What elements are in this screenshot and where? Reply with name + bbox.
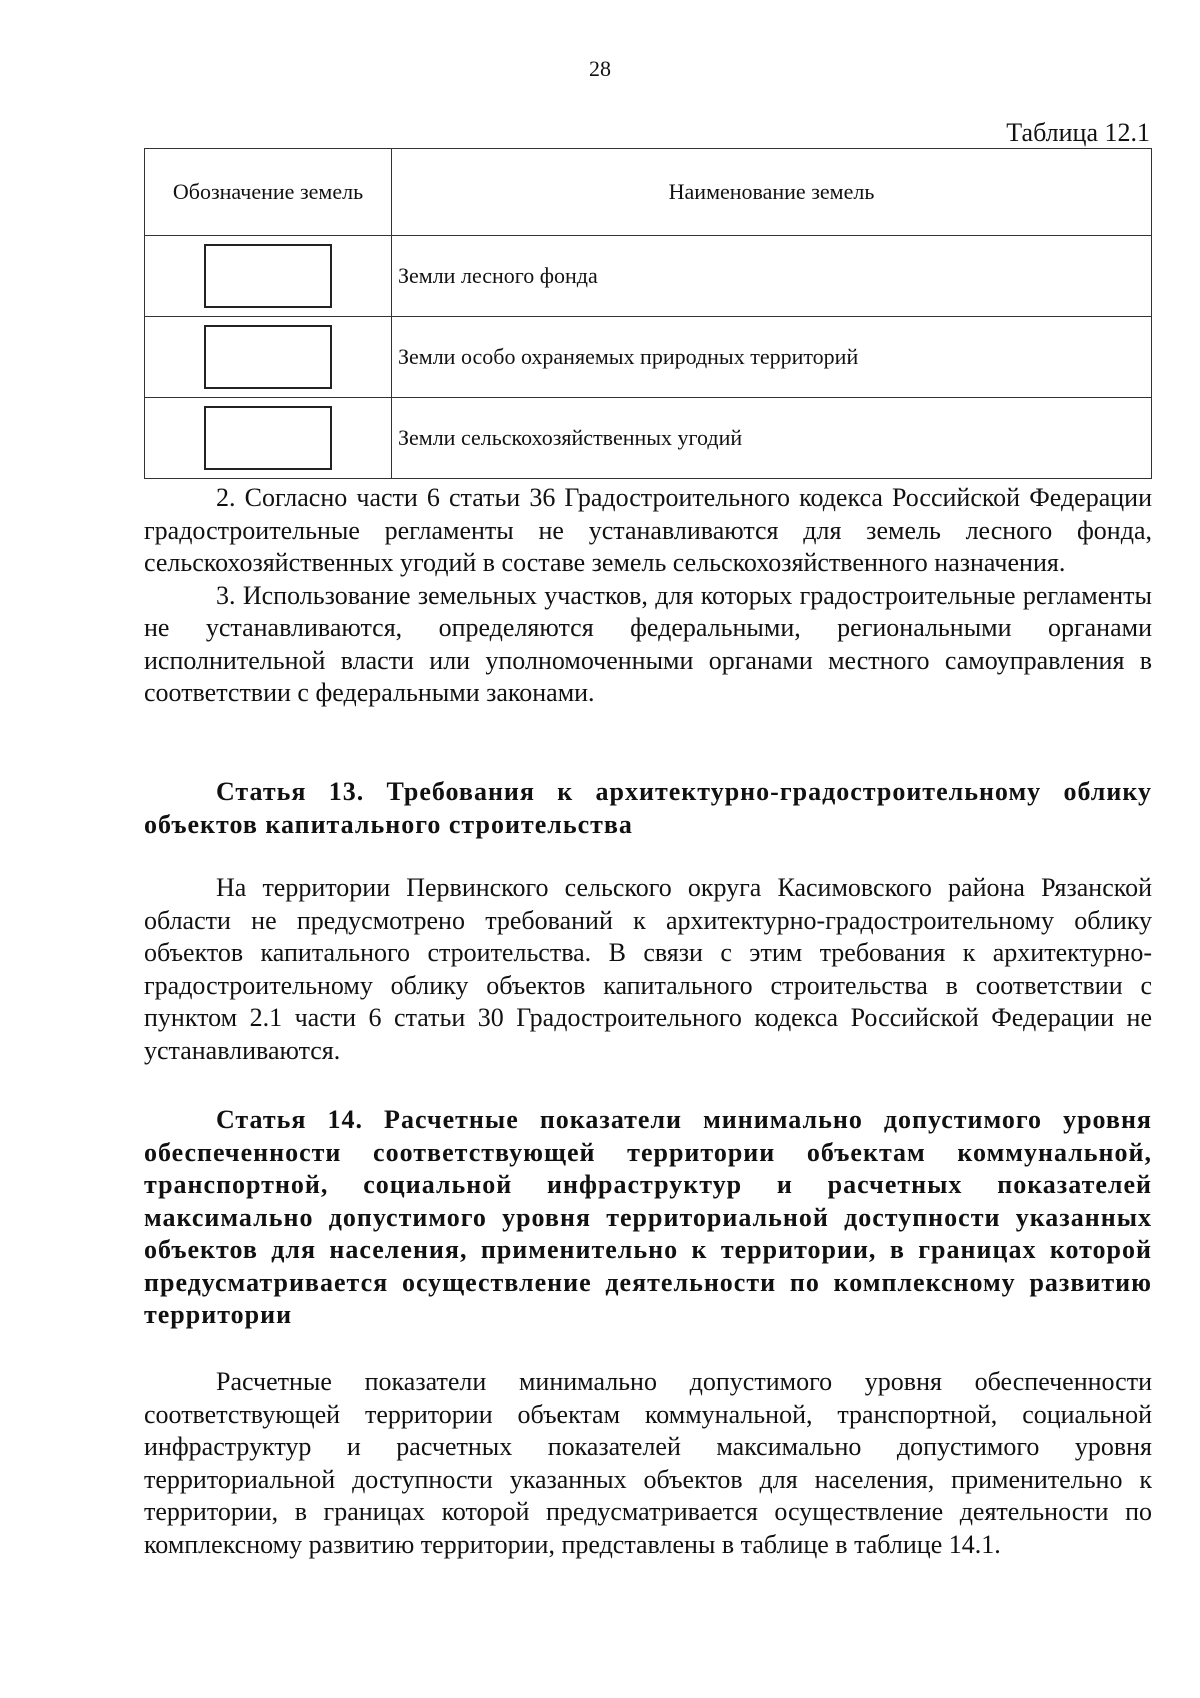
article-14-section [144, 1104, 1152, 1332]
table-row [145, 236, 1152, 317]
table-row [145, 398, 1152, 479]
table-caption: Таблица 12.1 [1006, 118, 1150, 147]
legend-swatch [204, 406, 332, 470]
header-land-code: Обозначение земель [145, 149, 392, 236]
regulations-paragraphs [144, 482, 1152, 710]
paragraph-2: 2. Согласно части 6 статьи 36 Градостроительного кодекса Российской Федерации градостроительные регламенты не устанавливаются для земель лесного фонда, сельскохозяйственных угодий в составе земель сельскохозяйственного назначения. [144, 483, 1152, 577]
land-name-cell: Земли сельскохозяйственных угодий [392, 398, 1152, 479]
swatch-cell [145, 317, 392, 398]
article-13-heading: Статья 13. Требования к архитектурно-градостроительному облику объектов капитального строительства [144, 777, 1152, 839]
legend-swatch [204, 244, 332, 308]
article-14-heading: Статья 14. Расчетные показатели минимально допустимого уровня обеспеченности соответствующей территории объектам коммунальной, транспортной, социальной инфраструктур и расчетных показателей максимально допустимого уровня территориальной доступности указанных объектов для населения, применительно к территории, в границах которой предусматривается осуществление деятельности по комплексному развитию территории [144, 1105, 1152, 1329]
page-number: 28 [589, 56, 611, 81]
article-14-body: Расчетные показатели минимально допустимого уровня обеспеченности соответствующей территории объектам коммунальной, транспортной, социальной инфраструктур и расчетных показателей максимально допустимого уровня территориальной доступности указанных объектов для населения, применительно к территории, в границах которой предусматривается осуществление деятельности по комплексному развитию территории, представлены в таблице в таблице 14.1. [144, 1367, 1152, 1559]
article-13-body-section [144, 872, 1152, 1067]
land-name-cell: Земли лесного фонда [392, 236, 1152, 317]
table-header-row [145, 149, 1152, 236]
land-name-cell: Земли особо охраняемых природных территорий [392, 317, 1152, 398]
article-13-section [144, 776, 1152, 841]
header-land-name: Наименование земель [392, 149, 1152, 236]
table-row [145, 317, 1152, 398]
paragraph-3: 3. Использование земельных участков, для которых градостроительные регламенты не устанавливаются, определяются федеральными, региональными органами исполнительной власти или уполномоченными органами местного самоуправления в соответствии с федеральными законами. [144, 580, 1152, 707]
legend-table [144, 148, 1152, 479]
swatch-cell [145, 236, 392, 317]
article-14-body-section [144, 1366, 1152, 1561]
article-13-body: На территории Первинского сельского округа Касимовского района Рязанской области не предусмотрено требований к архитектурно-градостроительному облику объектов капитального строительства. В связи с этим требования к архитектурно-градостроительному облику объектов капитального строительства в соответствии с пунктом 2.1 части 6 статьи 30 Градостроительного кодекса Российской Федерации не устанавливаются. [144, 873, 1152, 1065]
swatch-cell [145, 398, 392, 479]
legend-swatch [204, 325, 332, 389]
